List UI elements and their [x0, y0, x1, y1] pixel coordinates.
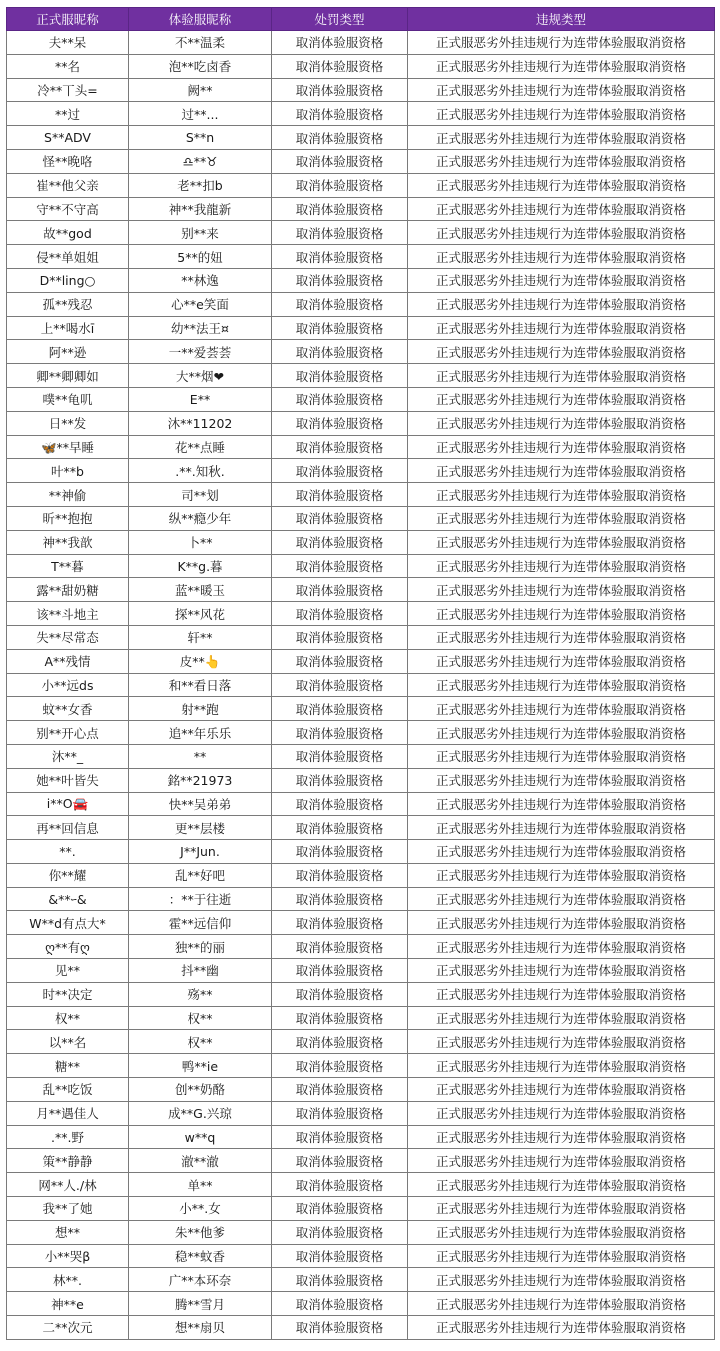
table-row [7, 578, 715, 602]
formal-nickname-cell: 该**斗地主 [7, 602, 129, 626]
violation-type-cell: 正式服恶劣外挂违规行为连带体验服取消资格 [408, 459, 715, 483]
violation-type-cell: 正式服恶劣外挂违规行为连带体验服取消资格 [408, 221, 715, 245]
violation-type-cell: 正式服恶劣外挂违规行为连带体验服取消资格 [408, 863, 715, 887]
violation-type-cell: 正式服恶劣外挂违规行为连带体验服取消资格 [408, 78, 715, 102]
trial-nickname-cell: **林逸 [129, 268, 272, 292]
formal-nickname-cell: W**d有点大* [7, 911, 129, 935]
formal-nickname-cell: 蚊**女香 [7, 697, 129, 721]
formal-nickname-cell: 夫**呆 [7, 31, 129, 55]
violation-type-cell: 正式服恶劣外挂违规行为连带体验服取消资格 [408, 602, 715, 626]
formal-nickname-cell: 她**叶皆失 [7, 768, 129, 792]
trial-nickname-cell: 大**烟❤ [129, 364, 272, 388]
penalty-table [6, 7, 715, 1340]
table-row [7, 721, 715, 745]
formal-nickname-cell: 时**决定 [7, 982, 129, 1006]
table-row [7, 149, 715, 173]
header-penalty-type: 处罚类型 [272, 8, 408, 31]
trial-nickname-cell: 阙** [129, 78, 272, 102]
penalty-type-cell: 取消体验服资格 [272, 459, 408, 483]
table-row [7, 530, 715, 554]
violation-type-cell: 正式服恶劣外挂违规行为连带体验服取消资格 [408, 1006, 715, 1030]
penalty-type-cell: 取消体验服资格 [272, 744, 408, 768]
formal-nickname-cell: 神**e [7, 1292, 129, 1316]
trial-nickname-cell: 射**跑 [129, 697, 272, 721]
formal-nickname-cell: 策**静静 [7, 1149, 129, 1173]
violation-type-cell: 正式服恶劣外挂违规行为连带体验服取消资格 [408, 268, 715, 292]
trial-nickname-cell: 澈**澈 [129, 1149, 272, 1173]
penalty-type-cell: 取消体验服资格 [272, 1030, 408, 1054]
violation-type-cell: 正式服恶劣外挂违规行为连带体验服取消资格 [408, 1149, 715, 1173]
penalty-type-cell: 取消体验服资格 [272, 1197, 408, 1221]
violation-type-cell: 正式服恶劣外挂违规行为连带体验服取消资格 [408, 102, 715, 126]
penalty-type-cell: 取消体验服资格 [272, 435, 408, 459]
violation-type-cell: 正式服恶劣外挂违规行为连带体验服取消资格 [408, 1054, 715, 1078]
violation-type-cell: 正式服恶劣外挂违规行为连带体验服取消资格 [408, 1268, 715, 1292]
table-row [7, 78, 715, 102]
penalty-type-cell: 取消体验服资格 [272, 126, 408, 150]
penalty-type-cell: 取消体验服资格 [272, 1244, 408, 1268]
formal-nickname-cell: 别**开心点 [7, 721, 129, 745]
penalty-type-cell: 取消体验服资格 [272, 1220, 408, 1244]
table-row [7, 173, 715, 197]
table-row [7, 1197, 715, 1221]
penalty-type-cell: 取消体验服资格 [272, 292, 408, 316]
table-row [7, 554, 715, 578]
penalty-type-cell: 取消体验服资格 [272, 935, 408, 959]
violation-type-cell: 正式服恶劣外挂违规行为连带体验服取消资格 [408, 364, 715, 388]
trial-nickname-cell: 成**G.兴琼 [129, 1101, 272, 1125]
formal-nickname-cell: 日**发 [7, 411, 129, 435]
header-trial-nickname: 体验服昵称 [129, 8, 272, 31]
trial-nickname-cell: ：**于往逝 [129, 887, 272, 911]
trial-nickname-cell: 皮**👆 [129, 649, 272, 673]
table-row [7, 340, 715, 364]
violation-type-cell: 正式服恶劣外挂违规行为连带体验服取消资格 [408, 744, 715, 768]
penalty-type-cell: 取消体验服资格 [272, 197, 408, 221]
table-row [7, 387, 715, 411]
violation-type-cell: 正式服恶劣外挂违规行为连带体验服取消资格 [408, 387, 715, 411]
penalty-type-cell: 取消体验服资格 [272, 387, 408, 411]
formal-nickname-cell: .**.野 [7, 1125, 129, 1149]
trial-nickname-cell: 花**点睡 [129, 435, 272, 459]
violation-type-cell: 正式服恶劣外挂违规行为连带体验服取消资格 [408, 292, 715, 316]
table-row [7, 292, 715, 316]
trial-nickname-cell: E** [129, 387, 272, 411]
penalty-type-cell: 取消体验服资格 [272, 173, 408, 197]
penalty-type-cell: 取消体验服资格 [272, 149, 408, 173]
penalty-type-cell: 取消体验服资格 [272, 1173, 408, 1197]
table-row [7, 959, 715, 983]
table-row [7, 1006, 715, 1030]
formal-nickname-cell: **名 [7, 54, 129, 78]
violation-type-cell: 正式服恶劣外挂违规行为连带体验服取消资格 [408, 911, 715, 935]
formal-nickname-cell: 权** [7, 1006, 129, 1030]
formal-nickname-cell: 冷**丅头= [7, 78, 129, 102]
formal-nickname-cell: 乱**吃饭 [7, 1078, 129, 1102]
penalty-type-cell: 取消体验服资格 [272, 1054, 408, 1078]
formal-nickname-cell: 以**名 [7, 1030, 129, 1054]
trial-nickname-cell: 权** [129, 1030, 272, 1054]
formal-nickname-cell: 崔**他父亲 [7, 173, 129, 197]
table-row [7, 1101, 715, 1125]
violation-type-cell: 正式服恶劣外挂违规行为连带体验服取消资格 [408, 1173, 715, 1197]
formal-nickname-cell: 守**不守高 [7, 197, 129, 221]
violation-type-cell: 正式服恶劣外挂违规行为连带体验服取消资格 [408, 697, 715, 721]
table-row [7, 649, 715, 673]
table-row [7, 221, 715, 245]
trial-nickname-cell: 轩** [129, 625, 272, 649]
formal-nickname-cell: 侵**单姐姐 [7, 245, 129, 269]
table-row [7, 602, 715, 626]
formal-nickname-cell: 见** [7, 959, 129, 983]
violation-type-cell: 正式服恶劣外挂违规行为连带体验服取消资格 [408, 1220, 715, 1244]
table-row [7, 435, 715, 459]
trial-nickname-cell: 蓝**暖玉 [129, 578, 272, 602]
table-row [7, 935, 715, 959]
table-row [7, 840, 715, 864]
violation-type-cell: 正式服恶劣外挂违规行为连带体验服取消资格 [408, 245, 715, 269]
penalty-type-cell: 取消体验服资格 [272, 673, 408, 697]
violation-type-cell: 正式服恶劣外挂违规行为连带体验服取消资格 [408, 1316, 715, 1340]
formal-nickname-cell: **. [7, 840, 129, 864]
formal-nickname-cell: 露**甜奶糖 [7, 578, 129, 602]
table-row [7, 673, 715, 697]
formal-nickname-cell: 月**遇佳人 [7, 1101, 129, 1125]
violation-type-cell: 正式服恶劣外挂违规行为连带体验服取消资格 [408, 792, 715, 816]
penalty-type-cell: 取消体验服资格 [272, 602, 408, 626]
violation-type-cell: 正式服恶劣外挂违规行为连带体验服取消资格 [408, 554, 715, 578]
formal-nickname-cell: 上**喝水ī [7, 316, 129, 340]
formal-nickname-cell: 沐**_ [7, 744, 129, 768]
trial-nickname-cell: 纵**瘾少年 [129, 506, 272, 530]
table-row [7, 102, 715, 126]
trial-nickname-cell: 泡**吃卤香 [129, 54, 272, 78]
penalty-type-cell: 取消体验服资格 [272, 530, 408, 554]
trial-nickname-cell: 探**风花 [129, 602, 272, 626]
table-row [7, 126, 715, 150]
table-row [7, 411, 715, 435]
formal-nickname-cell: 你**耀 [7, 863, 129, 887]
formal-nickname-cell: 叶**b [7, 459, 129, 483]
formal-nickname-cell: 我**了她 [7, 1197, 129, 1221]
trial-nickname-cell: 小**.女 [129, 1197, 272, 1221]
violation-type-cell: 正式服恶劣外挂违规行为连带体验服取消资格 [408, 768, 715, 792]
trial-nickname-cell: .**.知秋. [129, 459, 272, 483]
formal-nickname-cell: ღ**有ღ [7, 935, 129, 959]
trial-nickname-cell: 卜** [129, 530, 272, 554]
table-row [7, 982, 715, 1006]
penalty-type-cell: 取消体验服资格 [272, 1101, 408, 1125]
penalty-type-cell: 取消体验服资格 [272, 31, 408, 55]
formal-nickname-cell: 小**远ds [7, 673, 129, 697]
trial-nickname-cell: 霍**远信仰 [129, 911, 272, 935]
table-row [7, 1054, 715, 1078]
table-row [7, 1268, 715, 1292]
penalty-type-cell: 取消体验服资格 [272, 768, 408, 792]
trial-nickname-cell: S**n [129, 126, 272, 150]
trial-nickname-cell: 鸭**ie [129, 1054, 272, 1078]
violation-type-cell: 正式服恶劣外挂违规行为连带体验服取消资格 [408, 173, 715, 197]
trial-nickname-cell: J**Jun. [129, 840, 272, 864]
table-row [7, 697, 715, 721]
table-row [7, 1173, 715, 1197]
violation-type-cell: 正式服恶劣外挂违规行为连带体验服取消资格 [408, 935, 715, 959]
header-formal-nickname: 正式服昵称 [7, 8, 129, 31]
table-row [7, 1292, 715, 1316]
penalty-type-cell: 取消体验服资格 [272, 792, 408, 816]
table-row [7, 816, 715, 840]
violation-type-cell: 正式服恶劣外挂违规行为连带体验服取消资格 [408, 1244, 715, 1268]
table-row [7, 506, 715, 530]
trial-nickname-cell: K**g.暮 [129, 554, 272, 578]
table-row [7, 887, 715, 911]
violation-type-cell: 正式服恶劣外挂违规行为连带体验服取消资格 [408, 673, 715, 697]
violation-type-cell: 正式服恶劣外挂违规行为连带体验服取消资格 [408, 483, 715, 507]
penalty-type-cell: 取消体验服资格 [272, 649, 408, 673]
trial-nickname-cell: 5**的妞 [129, 245, 272, 269]
trial-nickname-cell: 追**年乐乐 [129, 721, 272, 745]
table-row [7, 459, 715, 483]
penalty-type-cell: 取消体验服资格 [272, 982, 408, 1006]
table-row [7, 911, 715, 935]
penalty-type-cell: 取消体验服资格 [272, 911, 408, 935]
penalty-type-cell: 取消体验服资格 [272, 721, 408, 745]
table-row [7, 1244, 715, 1268]
table-row [7, 744, 715, 768]
table-row [7, 1125, 715, 1149]
trial-nickname-cell: 别**来 [129, 221, 272, 245]
penalty-type-cell: 取消体验服资格 [272, 1125, 408, 1149]
table-row [7, 1078, 715, 1102]
penalty-type-cell: 取消体验服资格 [272, 1006, 408, 1030]
penalty-type-cell: 取消体验服资格 [272, 340, 408, 364]
formal-nickname-cell: 故**god [7, 221, 129, 245]
formal-nickname-cell: 卿**卿卿如 [7, 364, 129, 388]
formal-nickname-cell: 失**尽常态 [7, 625, 129, 649]
formal-nickname-cell: 阿**逊 [7, 340, 129, 364]
violation-type-cell: 正式服恶劣外挂违规行为连带体验服取消资格 [408, 625, 715, 649]
formal-nickname-cell: 想** [7, 1220, 129, 1244]
formal-nickname-cell: 昕**抱抱 [7, 506, 129, 530]
penalty-type-cell: 取消体验服资格 [272, 245, 408, 269]
penalty-type-cell: 取消体验服资格 [272, 364, 408, 388]
penalty-type-cell: 取消体验服资格 [272, 1292, 408, 1316]
penalty-type-cell: 取消体验服资格 [272, 411, 408, 435]
penalty-type-cell: 取消体验服资格 [272, 268, 408, 292]
trial-nickname-cell: 稳**蚊香 [129, 1244, 272, 1268]
formal-nickname-cell: 网**人./林 [7, 1173, 129, 1197]
trial-nickname-cell: 神**我龍新 [129, 197, 272, 221]
table-body [7, 31, 715, 1340]
trial-nickname-cell: w**q [129, 1125, 272, 1149]
penalty-type-cell: 取消体验服资格 [272, 54, 408, 78]
violation-type-cell: 正式服恶劣外挂违规行为连带体验服取消资格 [408, 887, 715, 911]
violation-type-cell: 正式服恶劣外挂违规行为连带体验服取消资格 [408, 435, 715, 459]
formal-nickname-cell: **神偷 [7, 483, 129, 507]
table-row [7, 625, 715, 649]
violation-type-cell: 正式服恶劣外挂违规行为连带体验服取消资格 [408, 982, 715, 1006]
trial-nickname-cell: 朱**他爹 [129, 1220, 272, 1244]
violation-type-cell: 正式服恶劣外挂违规行为连带体验服取消资格 [408, 649, 715, 673]
formal-nickname-cell: 神**我歆 [7, 530, 129, 554]
penalty-type-cell: 取消体验服资格 [272, 506, 408, 530]
trial-nickname-cell: ♎**♉ [129, 149, 272, 173]
formal-nickname-cell: 噗**龟叽 [7, 387, 129, 411]
violation-type-cell: 正式服恶劣外挂违规行为连带体验服取消资格 [408, 959, 715, 983]
violation-type-cell: 正式服恶劣外挂违规行为连带体验服取消资格 [408, 1030, 715, 1054]
formal-nickname-cell: 林**. [7, 1268, 129, 1292]
formal-nickname-cell: 怪**晚咯 [7, 149, 129, 173]
violation-type-cell: 正式服恶劣外挂违规行为连带体验服取消资格 [408, 1197, 715, 1221]
violation-type-cell: 正式服恶劣外挂违规行为连带体验服取消资格 [408, 1101, 715, 1125]
penalty-type-cell: 取消体验服资格 [272, 1268, 408, 1292]
violation-type-cell: 正式服恶劣外挂违规行为连带体验服取消资格 [408, 816, 715, 840]
violation-type-cell: 正式服恶劣外挂违规行为连带体验服取消资格 [408, 54, 715, 78]
table-row [7, 863, 715, 887]
table-row [7, 483, 715, 507]
violation-type-cell: 正式服恶劣外挂违规行为连带体验服取消资格 [408, 340, 715, 364]
header-violation-type: 违规类型 [408, 8, 715, 31]
trial-nickname-cell: 腾**雪月 [129, 1292, 272, 1316]
violation-type-cell: 正式服恶劣外挂违规行为连带体验服取消资格 [408, 840, 715, 864]
table-row [7, 1149, 715, 1173]
formal-nickname-cell: S**ADV [7, 126, 129, 150]
penalty-type-cell: 取消体验服资格 [272, 697, 408, 721]
formal-nickname-cell: D**ling○ [7, 268, 129, 292]
penalty-type-cell: 取消体验服资格 [272, 102, 408, 126]
formal-nickname-cell: i**O🚘 [7, 792, 129, 816]
table-row [7, 364, 715, 388]
formal-nickname-cell: 🦋**早睡 [7, 435, 129, 459]
violation-type-cell: 正式服恶劣外挂违规行为连带体验服取消资格 [408, 721, 715, 745]
table-row [7, 31, 715, 55]
formal-nickname-cell: &**ｰ& [7, 887, 129, 911]
table-row [7, 268, 715, 292]
violation-type-cell: 正式服恶劣外挂违规行为连带体验服取消资格 [408, 411, 715, 435]
violation-type-cell: 正式服恶劣外挂违规行为连带体验服取消资格 [408, 1125, 715, 1149]
violation-type-cell: 正式服恶劣外挂违规行为连带体验服取消资格 [408, 316, 715, 340]
trial-nickname-cell: 老**扣b [129, 173, 272, 197]
violation-type-cell: 正式服恶劣外挂违规行为连带体验服取消资格 [408, 506, 715, 530]
trial-nickname-cell: 和**看日落 [129, 673, 272, 697]
formal-nickname-cell: 二**次元 [7, 1316, 129, 1340]
trial-nickname-cell: 广**本环奈 [129, 1268, 272, 1292]
trial-nickname-cell: 殇** [129, 982, 272, 1006]
formal-nickname-cell: **过 [7, 102, 129, 126]
penalty-type-cell: 取消体验服资格 [272, 483, 408, 507]
formal-nickname-cell: 再**回信息 [7, 816, 129, 840]
penalty-type-cell: 取消体验服资格 [272, 1149, 408, 1173]
trial-nickname-cell: 沐**11202 [129, 411, 272, 435]
penalty-type-cell: 取消体验服资格 [272, 840, 408, 864]
penalty-type-cell: 取消体验服资格 [272, 221, 408, 245]
violation-type-cell: 正式服恶劣外挂违规行为连带体验服取消资格 [408, 1292, 715, 1316]
formal-nickname-cell: A**残情 [7, 649, 129, 673]
header-row [7, 8, 715, 31]
trial-nickname-cell: 銘**21973 [129, 768, 272, 792]
trial-nickname-cell: 创**奶酪 [129, 1078, 272, 1102]
trial-nickname-cell: 乱**好吧 [129, 863, 272, 887]
table-row [7, 245, 715, 269]
violation-type-cell: 正式服恶劣外挂违规行为连带体验服取消资格 [408, 149, 715, 173]
table-row [7, 197, 715, 221]
formal-nickname-cell: T**暮 [7, 554, 129, 578]
trial-nickname-cell: 一**爱荟荟 [129, 340, 272, 364]
penalty-type-cell: 取消体验服资格 [272, 625, 408, 649]
trial-nickname-cell: 更**层楼 [129, 816, 272, 840]
penalty-type-cell: 取消体验服资格 [272, 78, 408, 102]
violation-type-cell: 正式服恶劣外挂违规行为连带体验服取消资格 [408, 1078, 715, 1102]
penalty-type-cell: 取消体验服资格 [272, 816, 408, 840]
violation-type-cell: 正式服恶劣外挂违规行为连带体验服取消资格 [408, 197, 715, 221]
table-row [7, 792, 715, 816]
trial-nickname-cell: 不**温柔 [129, 31, 272, 55]
trial-nickname-cell: 权** [129, 1006, 272, 1030]
trial-nickname-cell: 抖**幽 [129, 959, 272, 983]
penalty-type-cell: 取消体验服资格 [272, 887, 408, 911]
trial-nickname-cell: 独**的丽 [129, 935, 272, 959]
trial-nickname-cell: 过**... [129, 102, 272, 126]
table-row [7, 1220, 715, 1244]
penalty-type-cell: 取消体验服资格 [272, 554, 408, 578]
formal-nickname-cell: 小**哭β [7, 1244, 129, 1268]
penalty-type-cell: 取消体验服资格 [272, 1078, 408, 1102]
trial-nickname-cell: 想**扇贝 [129, 1316, 272, 1340]
penalty-type-cell: 取消体验服资格 [272, 863, 408, 887]
violation-type-cell: 正式服恶劣外挂违规行为连带体验服取消资格 [408, 530, 715, 554]
violation-type-cell: 正式服恶劣外挂违规行为连带体验服取消资格 [408, 126, 715, 150]
trial-nickname-cell: 司**划 [129, 483, 272, 507]
formal-nickname-cell: 糖** [7, 1054, 129, 1078]
table-row [7, 1030, 715, 1054]
formal-nickname-cell: 孤**残忍 [7, 292, 129, 316]
trial-nickname-cell: 心**e笑面 [129, 292, 272, 316]
violation-type-cell: 正式服恶劣外挂违规行为连带体验服取消资格 [408, 578, 715, 602]
trial-nickname-cell: 单** [129, 1173, 272, 1197]
table-row [7, 768, 715, 792]
penalty-type-cell: 取消体验服资格 [272, 959, 408, 983]
penalty-type-cell: 取消体验服资格 [272, 578, 408, 602]
trial-nickname-cell: 幼**法王¤ [129, 316, 272, 340]
table-row [7, 1316, 715, 1340]
table-row [7, 54, 715, 78]
table-row [7, 316, 715, 340]
penalty-type-cell: 取消体验服资格 [272, 1316, 408, 1340]
violation-type-cell: 正式服恶劣外挂违规行为连带体验服取消资格 [408, 31, 715, 55]
trial-nickname-cell: 快**吴弟弟 [129, 792, 272, 816]
penalty-type-cell: 取消体验服资格 [272, 316, 408, 340]
trial-nickname-cell: ** [129, 744, 272, 768]
